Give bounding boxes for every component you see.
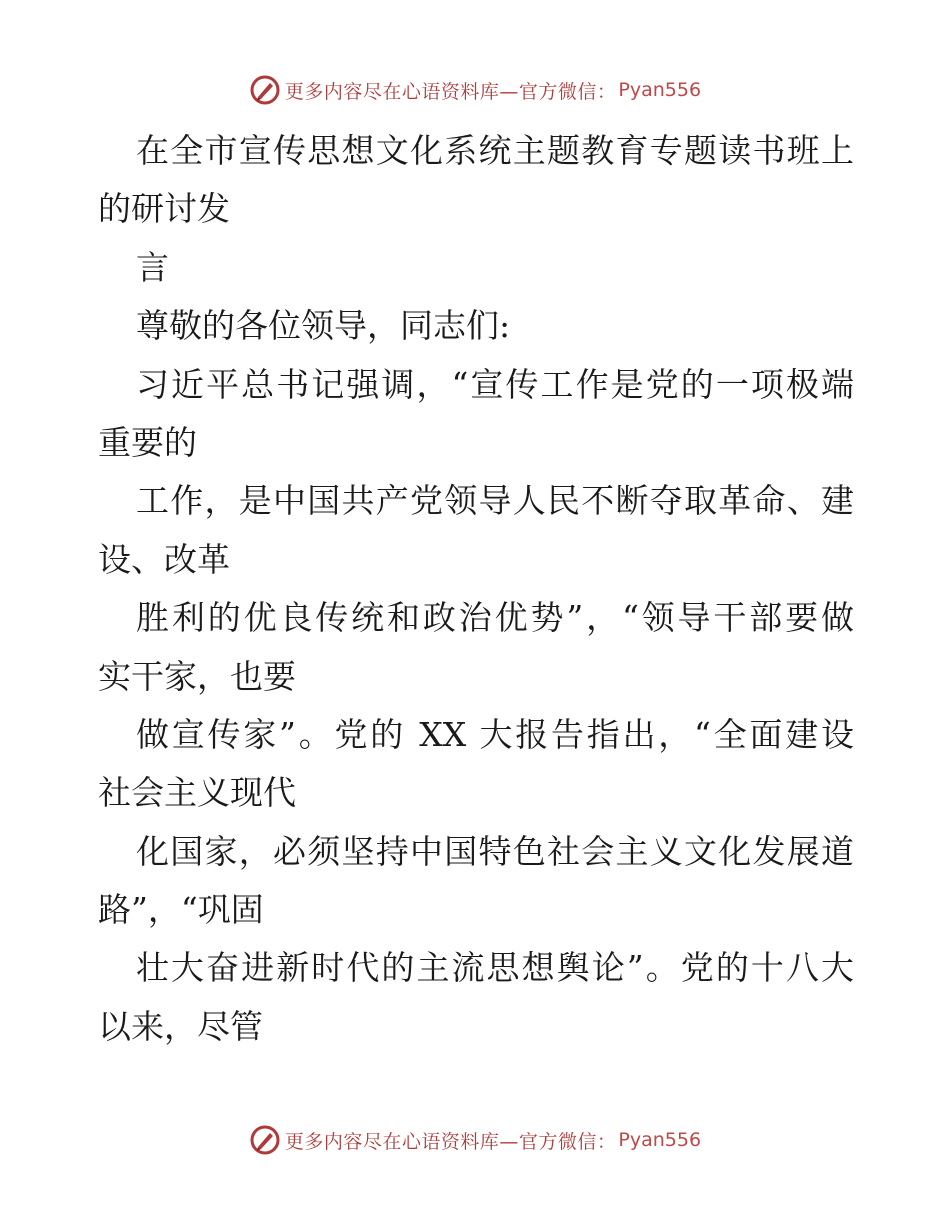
text-line: 以来，尽管	[98, 1006, 263, 1046]
text-line: 化国家，必须坚持中国特色社会主义文化发展道	[136, 831, 854, 871]
watermark-text: 更多内容尽在心语资料库—官方微信：	[284, 80, 617, 103]
watermark-wechat-id: Pyan556	[618, 1129, 702, 1151]
text-line: 壮大奋进新时代的主流思想舆论”。党的十八大	[136, 948, 854, 988]
text-line: 实干家，也要	[98, 656, 296, 696]
text-line: 胜利的优良传统和政治优势”，“领导干部要做	[136, 598, 854, 638]
text-line: 尊敬的各位领导，同志们:	[136, 306, 511, 346]
text-line: 路”，“巩固	[98, 890, 264, 930]
pen-logo-icon	[249, 1124, 281, 1156]
watermark-footer	[0, 1120, 950, 1160]
watermark-text: 更多内容尽在心语资料库—官方微信：	[284, 1130, 617, 1153]
text-line: 在全市宣传思想文化系统主题教育专题读书班上	[136, 131, 854, 170]
text-line: 重要的	[98, 422, 197, 462]
text-line: 工作，是中国共产党领导人民不断夺取革命、建	[136, 481, 854, 521]
document-body	[98, 122, 854, 1056]
text-line: 言	[136, 247, 169, 287]
text-line: 社会主义现代	[98, 773, 296, 813]
text-line: 做宣传家”。党的 XX 大报告指出，“全面建设	[136, 714, 854, 754]
watermark-wechat-id: Pyan556	[618, 79, 702, 101]
text-line: 设、改革	[98, 539, 230, 579]
watermark-header	[0, 70, 950, 110]
text-line: 习近平总书记强调，“宣传工作是党的一项极端	[136, 364, 854, 404]
text-line: 的研讨发	[98, 189, 230, 229]
pen-logo-icon	[249, 74, 281, 106]
